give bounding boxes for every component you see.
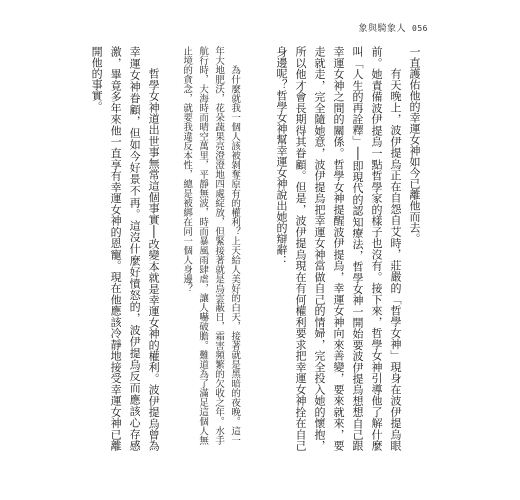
- block-quote: 為什麼就我一個人該被剝奪原有的權利？上天給人美好的白天，接著就是黑暗的夜晚。這一年大地肥沃，花朵蔬果亮澄澄地四處綻放，但緊接著就是烏雲蔽日，霜害頻繁的欠收之年。水手航行時，大海時而晴空萬里，平靜無波，時而暴風雨肆虐，讓人嚇破膽。難道為了滿足這個人無止境的貪念，就要我違反本性，總是被綁在同一個人身邊？: [181, 46, 241, 445]
- page-number: 056: [412, 24, 428, 33]
- body-text: [84, 46, 424, 451]
- spacer: [263, 46, 272, 451]
- book-title: 象與騎象人: [358, 24, 407, 34]
- running-head: [359, 21, 428, 34]
- paragraph-opening: 一直護佑他的幸運女神如今已離他而去。: [408, 46, 421, 244]
- paragraph-closing: 哲學女神道出世事無常這個事實──改變本就是幸運女神的權利。波伊提烏曾為幸運女神眷顧，但如今好景不再。這沒什麼好憤怒的，波伊提烏反而應該心存感激，畢竟多年來他一直享有幸運女神的恩寵。現在他應該冷靜地接受幸運女神已離開他的事實。: [90, 46, 161, 451]
- paragraph-philosophy: 有天晚上，波伊提烏正在自怨自艾時，莊嚴的「哲學女神」現身在波伊提烏眼前。她責備波伊提烏一點哲學家的樣子也沒有。接下來，哲學女神引導他了解什麼叫「人生的再詮釋」──即現代的認知療法，哲學女神一開始要波伊提烏想想自己跟幸運女神之間的關係。哲學女神提醒波伊提烏，幸運女神向來善變，要來就來，要走就走，完全隨她意，波伊提烏把幸運女神當做自己的情婦，完全投入她的懷抱，所以他才會長期得其眷顧。但是，波伊提烏現在有何權利要求把幸運女神拴在自己身邊呢？哲學女神幫幸運女神說出她的辯辭：: [275, 46, 402, 451]
- spacer: [163, 46, 172, 451]
